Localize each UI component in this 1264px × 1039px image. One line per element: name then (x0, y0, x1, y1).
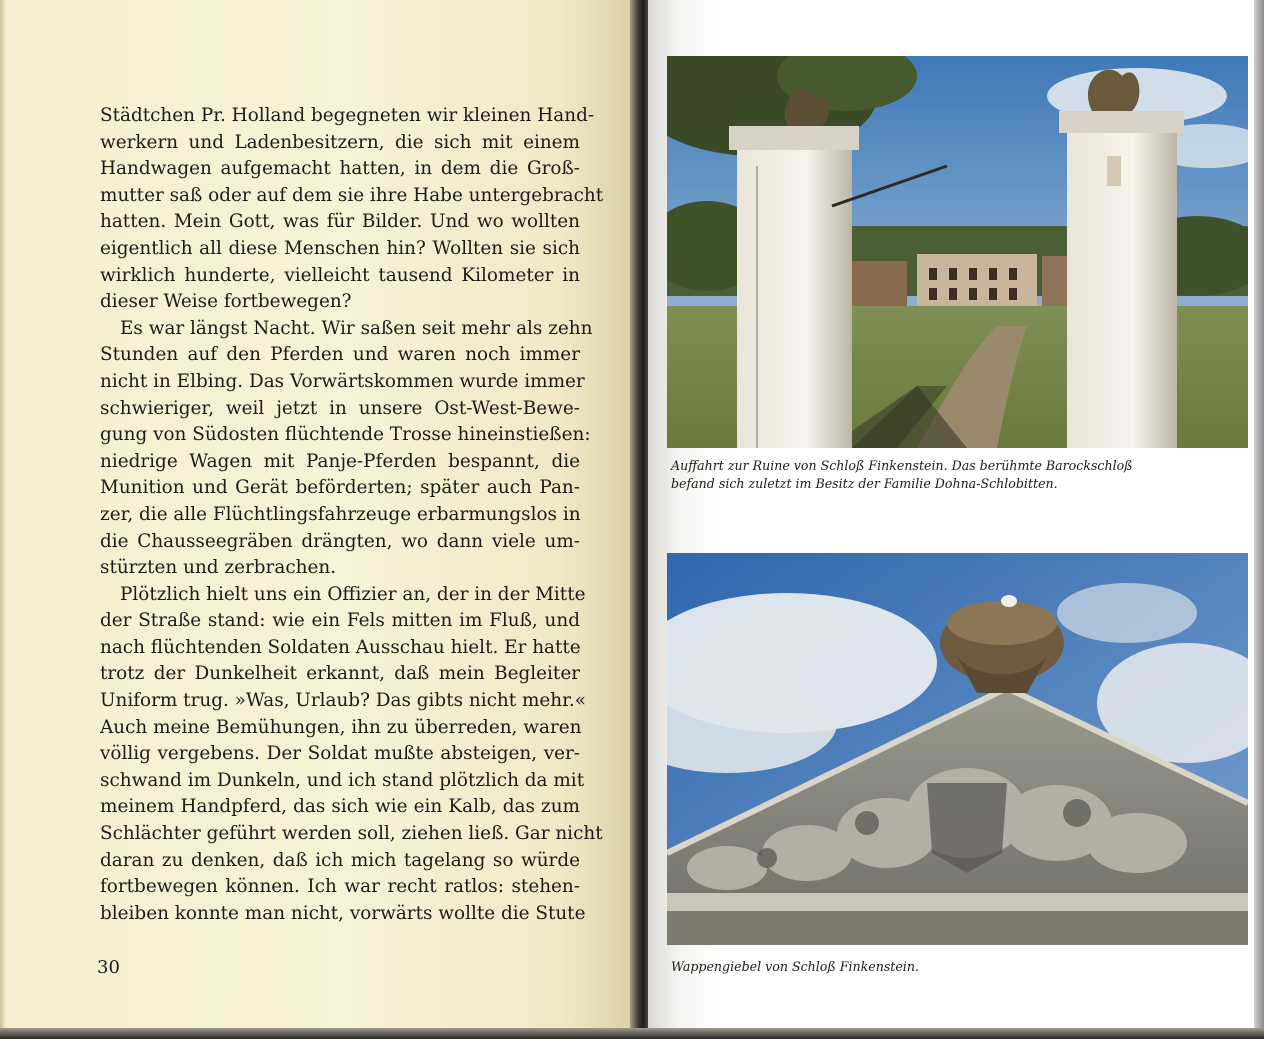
text-line: niedrige Wagen mit Panje-Pferden bespannt, die (100, 450, 580, 472)
text-line: schwand im Dunkeln, und ich stand plötzlich da mit (100, 769, 585, 791)
text-line: fortbewegen können. Ich war recht ratlos: stehen- (100, 876, 580, 898)
text-line: der Straße stand: wie ein Fels mitten im Fluß, und (100, 610, 580, 632)
text-line: völlig vergebens. Der Soldat mußte absteigen, ver- (100, 743, 580, 765)
text-line: daran zu denken, daß ich mich tagelang so würde (100, 849, 580, 871)
text-line: Auch meine Bemühungen, ihn zu überreden, waren (100, 716, 582, 738)
text-line: wirklich hunderte, vielleicht tausend Kilometer in (100, 264, 580, 286)
body-text (100, 103, 604, 927)
text-line: Stunden auf den Pferden und waren noch immer (100, 344, 580, 366)
text-line: schwieriger, weil jetzt in unsere Ost-West-Bewe- (100, 397, 580, 419)
text-line: Plötzlich hielt uns ein Offizier an, der in der Mitte (120, 583, 586, 605)
text-line: bleiben konnte man nicht, vorwärts wollte die Stute (100, 902, 586, 924)
text-line: nicht in Elbing. Das Vorwärtskommen wurde immer (100, 370, 585, 392)
photo-coat-of-arms-gable (667, 553, 1248, 945)
text-line: dieser Weise fortbewegen? (100, 291, 352, 313)
text-line: mutter saß oder auf dem sie ihre Habe untergebracht (100, 184, 604, 206)
caption-coat-of-arms-gable (671, 958, 1241, 976)
caption-line: befand sich zuletzt im Besitz der Familie Dohna-Schlobitten. (671, 476, 1058, 491)
caption-line: Wappengiebel von Schloß Finkenstein. (671, 959, 919, 974)
text-line: stürzten und zerbrachen. (100, 557, 337, 579)
caption-castle-gate (671, 457, 1241, 493)
castle-gate-illustration (667, 56, 1248, 448)
text-line: Handwagen aufgemacht hatten, in dem die Groß- (100, 158, 580, 180)
text-line: werkern und Ladenbesitzern, die sich mit einem (100, 131, 580, 153)
text-line: Es war längst Nacht. Wir saßen seit mehr als zehn (120, 317, 593, 339)
text-line: die Chausseegräben drängten, wo dann viele um- (100, 530, 580, 552)
text-line: hatten. Mein Gott, was für Bilder. Und wo wollten (100, 211, 580, 233)
caption-line: Auffahrt zur Ruine von Schloß Finkenstein. Das berühmte Barockschloß (671, 458, 1133, 473)
photo-castle-gate (667, 56, 1248, 448)
text-line: eigentlich all diese Menschen hin? Wollten sie sich (100, 237, 580, 259)
text-line: Schlächter geführt werden soll, ziehen ließ. Gar nicht (100, 823, 603, 845)
page-number: 30 (97, 957, 120, 978)
gable-stork-nest-illustration (667, 553, 1248, 945)
text-line: trotz der Dunkelheit erkannt, daß mein Begleiter (100, 663, 580, 685)
text-line: nach flüchtenden Soldaten Ausschau hielt. Er hatte (100, 636, 581, 658)
text-line: Städtchen Pr. Holland begegneten wir kleinen Hand- (100, 105, 595, 126)
text-line: Uniform trug. »Was, Urlaub? Das gibts nicht mehr.« (100, 690, 587, 712)
text-line: zer, die alle Flüchtlingsfahrzeuge erbarmungslos in (100, 503, 581, 525)
page-edge (1254, 0, 1264, 1039)
text-line: gung von Südosten flüchtende Trosse hineinstießen: (100, 424, 591, 446)
bottom-edge (0, 1028, 1264, 1039)
text-line: Munition und Gerät beförderten; später auch Pan- (100, 477, 580, 499)
text-line: meinem Handpferd, das sich wie ein Kalb, das zum (100, 796, 580, 818)
